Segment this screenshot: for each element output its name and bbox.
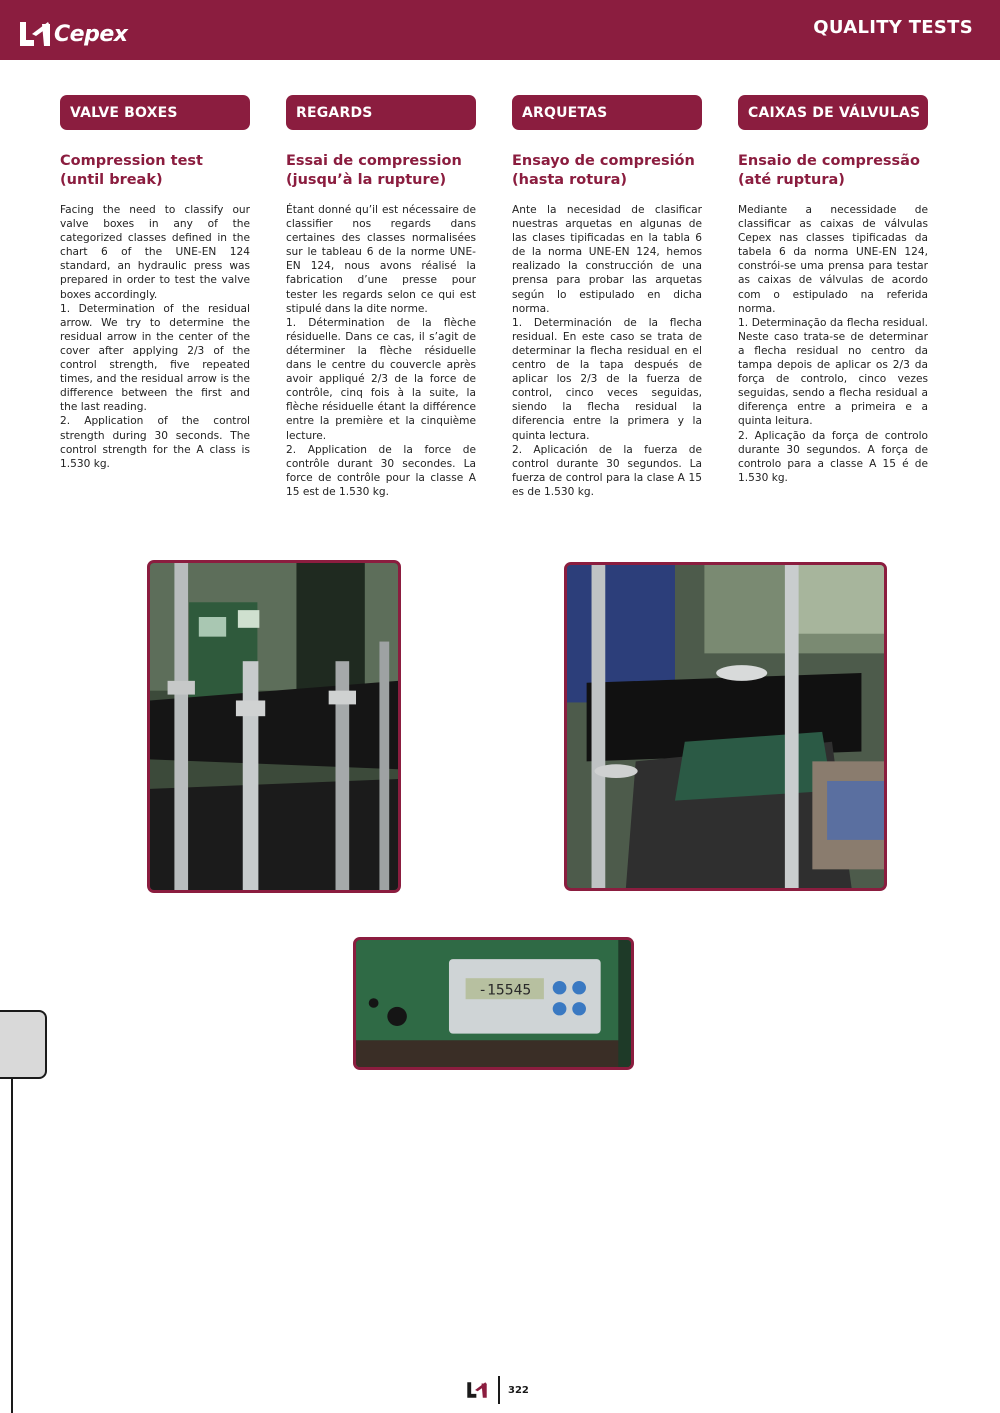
footer-divider [498, 1376, 500, 1404]
photo-hydraulic-press-1 [147, 560, 401, 893]
header-bar [0, 0, 1000, 60]
paragraph: Ante la necesidad de clasificar nuestras arquetas en algunas de las clases tipificadas en la tabla 6 de la norma UNE-EN 124, hemos realizado la construcción de una prensa para probar las arquetas según lo estipulado en dicha norma. [512, 204, 702, 315]
cepex-footer-icon [466, 1380, 488, 1400]
paragraph: 1. Determinación de la flecha residual. En este caso se trata de determinar la flecha residual en el centro de la tapa después de aplicar los 2/3 de la fuerza de control, cinco veces seguidas, siendo la flecha residual la diferencia entre la primera y la quinta lectura. [512, 316, 702, 442]
paragraph: 2. Aplicação da força de controlo durante 30 segundos. A força de controlo para a classe A 15 é de 1.530 kg. [738, 429, 928, 484]
paragraph: 1. Détermination de la flèche résiduelle. Dans ce cas, il s’agit de déterminer la flèche résiduelle dans le centre du couvercle après avoir appliqué 2/3 de la force de contrôle, cinq fois à la suite, la flèche résiduelle étant la différence entre la première et la cinquième lecture. [286, 316, 476, 442]
paragraph: Étant donné qu’il est nécessaire de classifier nos regards dans certaines des classes normalisées sur le tableau 6 de la norme UNE-EN 124, nous avons réalisé la fabrication d’une presse pour tester les regards selon ce qui est stipulé dans la dite norme. [286, 204, 476, 315]
cepex-logo-icon [18, 20, 52, 48]
photo-hydraulic-press-2 [564, 562, 887, 891]
section-tab: ARQUETAS [512, 95, 702, 130]
footer [466, 1376, 529, 1404]
section-body [60, 203, 250, 471]
display-reading: -15545 [478, 982, 532, 999]
section-body [512, 203, 702, 499]
column-arquetas [512, 95, 702, 499]
paragraph: 2. Application of the control strength during 30 seconds. The control strength for the A class is 1.530 kg. [60, 415, 250, 470]
paragraph: 1. Determinação da flecha residual. Neste caso trata-se de determinar a flecha residual no centro da tampa depois de aplicar os 2/3 da força de controlo, cinco vezes seguidas, sendo a flecha residual a diferença entre a primeira e a quinta leitura. [738, 316, 928, 428]
paragraph: 2. Application de la force de contrôle durant 30 secondes. La force de contrôle pour la classe A 15 est de 1.530 kg. [286, 443, 476, 498]
section-tab: VALVE BOXES [60, 95, 250, 130]
side-index-tab [0, 1010, 47, 1079]
logo-wordmark: Cepex [54, 21, 128, 47]
section-heading: Compression test (until break) [60, 153, 203, 188]
side-rule [11, 1079, 13, 1413]
section-heading: Essai de compression (jusqu’à la rupture) [286, 153, 462, 188]
section-body [738, 203, 928, 485]
section-body [286, 203, 476, 499]
column-valve-boxes [60, 95, 250, 471]
section-heading: Ensaio de compressão (até ruptura) [738, 153, 920, 188]
cepex-logo [18, 16, 127, 52]
column-caixas-de-valvulas [738, 95, 928, 485]
page-number: 322 [508, 1384, 529, 1396]
paragraph: Facing the need to classify our valve boxes in any of the categorized classes defined in the chart 6 of the UNE-EN 124 standard, an hydraulic press was prepared in order to test the valve boxes accordingly. [60, 204, 250, 301]
section-heading: Ensayo de compresión (hasta rotura) [512, 153, 695, 188]
paragraph: Mediante a necessidade de classificar as caixas de válvulas Cepex nas classes tipificadas da tabela 6 da norma UNE-EN 124, constrói-se uma prensa para testar as caixas de válvulas de acordo com o estipulado na referida norma. [738, 204, 928, 315]
paragraph: 2. Aplicación de la fuerza de control durante 30 segundos. La fuerza de control para la clase A 15 es de 1.530 kg. [512, 443, 702, 498]
paragraph: 1. Determination of the residual arrow. We try to determine the residual arrow in the center of the cover after applying 2/3 of the control strength, five repeated times, and the residual arrow is the difference between the first and the last reading. [60, 302, 250, 414]
photo-control-display [353, 937, 634, 1070]
section-tab: CAIXAS DE VÁLVULAS [738, 95, 928, 130]
section-tab: REGARDS [286, 95, 476, 130]
column-regards [286, 95, 476, 499]
page-title: QUALITY TESTS [813, 17, 973, 38]
